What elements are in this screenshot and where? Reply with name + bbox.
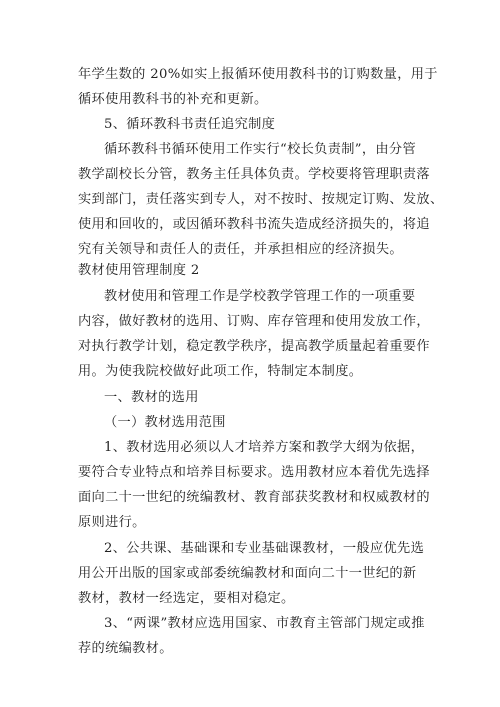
text-line: 实到部门，责任落实到专人，对不按时、按规定订购、发放、 — [78, 192, 444, 207]
text-line: 教学副校长分管，教务主任具体负责。学校要将管理职责落 — [78, 167, 430, 182]
text-line: 循环教科书循环使用工作实行“校长负责制”，由分管 — [104, 142, 417, 157]
subsection-heading: （一）教材选用范围 — [104, 415, 226, 430]
text-line: 2、公共课、基础课和专业基础课教材，一般应优先选 — [104, 541, 425, 556]
section-heading: 一、教材的选用 — [104, 390, 199, 405]
text-line: 原则进行。 — [78, 515, 146, 530]
text-line: 究有关领导和责任人的责任，并承担相应的经济损失。 — [78, 242, 403, 257]
text-line: 对执行教学计划，稳定教学秩序，提高教学质量起着重要作 — [78, 339, 430, 354]
text-line: 面向二十一世纪的统编教材、教育部获奖教材和权威教材的 — [78, 490, 430, 505]
text-line: 使用和回收的，或因循环教科书流失造成经济损失的，将追 — [78, 217, 430, 232]
text-line: 内容，做好教材的选用、订购、库存管理和使用发放工作， — [78, 314, 430, 329]
text-line: 3、“两课”教材应选用国家、市教育主管部门规定或推 — [104, 616, 425, 631]
text-line: 荐的统编教材。 — [78, 641, 173, 656]
text-line: 教材使用和管理工作是学校教学管理工作的一项重要 — [104, 289, 416, 304]
text-line: 教材，教材一经选定，要相对稳定。 — [78, 591, 295, 606]
text-line: 年学生数的 20%如实上报循环使用教科书的订购数量，用于 — [78, 67, 438, 82]
text-line: 要符合专业特点和培养目标要求。选用教材应本着优先选择 — [78, 465, 430, 480]
text-line: 循环使用教科书的补充和更新。 — [78, 92, 268, 107]
text-line: 用公开出版的国家或部委统编教材和面向二十一世纪的新 — [78, 566, 417, 581]
section-heading: 5、循环教科书责任追究制度 — [104, 117, 276, 132]
document-title: 教材使用管理制度 2 — [78, 263, 200, 278]
text-line: 用。为使我院校做好此项工作，特制定本制度。 — [78, 364, 363, 379]
text-line: 1、教材选用必须以人才培养方案和教学大纲为依据， — [104, 440, 425, 455]
